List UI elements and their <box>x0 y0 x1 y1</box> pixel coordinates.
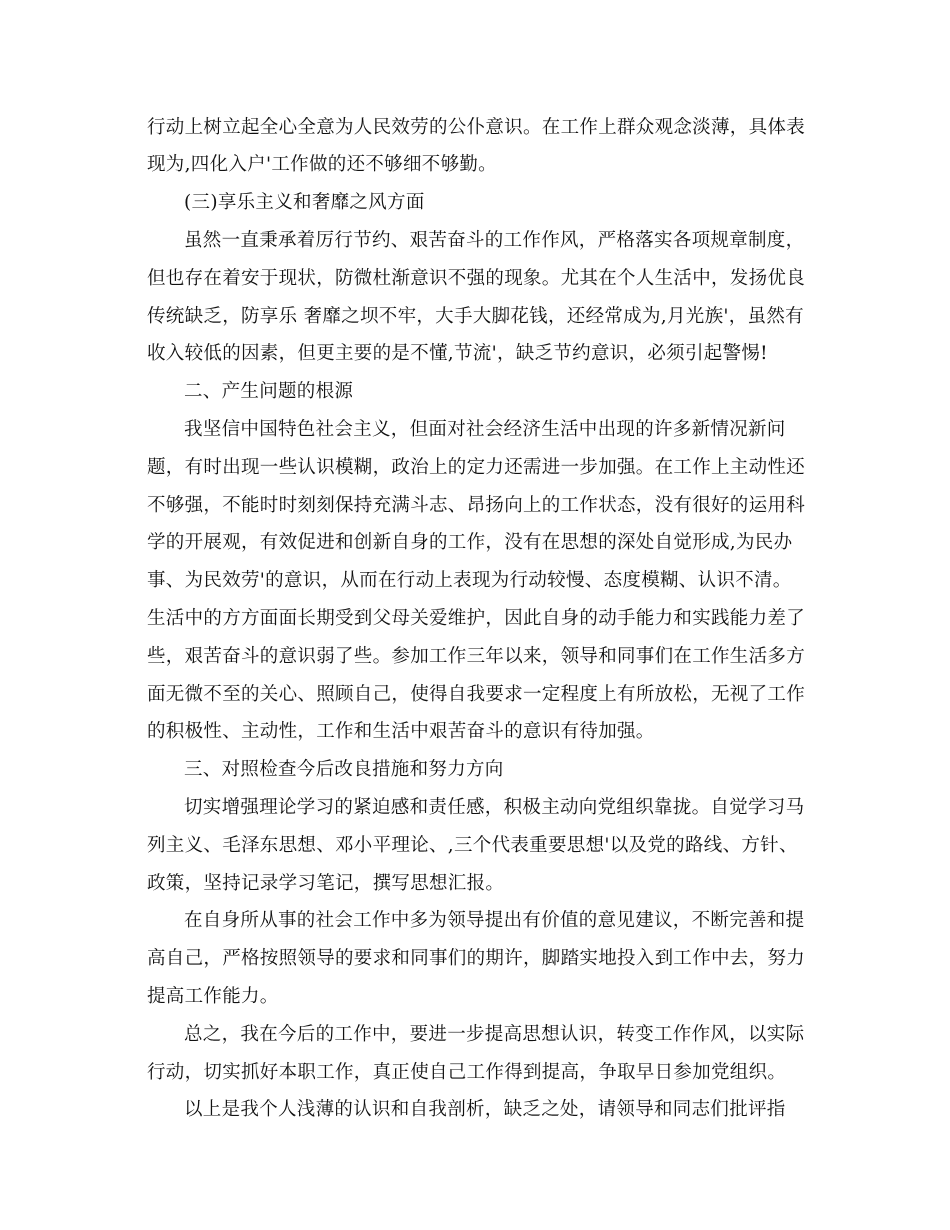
section-heading: (三)享乐主义和奢靡之风方面 <box>184 192 425 213</box>
text-line: 虽然一直秉承着厉行节约、艰苦奋斗的工作作风，严格落实各项规章制度， <box>184 230 805 251</box>
text-line: 行动上树立起全心全意为人民效劳的公仆意识。在工作上群众观念淡薄，具体表 <box>147 117 806 138</box>
text-line: 面无微不至的关心、照顾自己，使得自我要求一定程度上有所放松，无视了工作 <box>147 684 806 705</box>
text-line: 切实增强理论学习的紧迫感和责任感，积极主动向党组织靠拢。自觉学习马 <box>184 797 805 818</box>
text-line: 现为,四化入户'工作做的还不够细不够勤。 <box>147 154 497 175</box>
text-line: 学的开展观，有效促进和创新自身的工作，没有在思想的深处自觉形成,为民办 <box>147 532 793 553</box>
text-line: 不够强，不能时时刻刻保持充满斗志、昂扬向上的工作状态，没有很好的运用科 <box>147 495 806 516</box>
text-line: 但也存在着安于现状，防微杜渐意识不强的现象。尤其在个人生活中，发扬优良 <box>147 268 806 289</box>
text-line: 传统缺乏，防享乐 奢靡之坝不牢，大手大脚花钱，还经常成为,月光族'，虽然有 <box>147 306 804 327</box>
text-line: 我坚信中国特色社会主义，但面对社会经济生活中出现的许多新情况新问 <box>184 419 786 440</box>
text-line: 提高工作能力。 <box>147 986 279 1007</box>
text-line: 题，有时出现一些认识模糊，政治上的定力还需进一步加强。在工作上主动性还 <box>147 457 806 478</box>
text-line: 在自身所从事的社会工作中多为领导提出有价值的意见建议，不断完善和提 <box>184 910 805 931</box>
text-line: 列主义、毛泽东思想、邓小平理论、,三个代表重要思想'以及党的路线、方针、 <box>147 835 798 856</box>
section-heading: 二、产生问题的根源 <box>184 381 354 402</box>
text-line: 收入较低的因素，但更主要的是不懂,节流'，缺乏节约意识，必须引起警惕! <box>147 343 768 364</box>
section-heading: 三、对照检查今后改良措施和努力方向 <box>184 759 504 780</box>
text-line: 事、为民效劳'的意识，从而在行动上表现为行动较慢、态度模糊、认识不清。 <box>147 570 792 591</box>
text-line: 的积极性、主动性，工作和生活中艰苦奋斗的意识有待加强。 <box>147 721 655 742</box>
text-line: 些，艰苦奋斗的意识弱了些。参加工作三年以来，领导和同事们在工作生活多方 <box>147 646 806 667</box>
text-line: 高自己，严格按照领导的要求和同事们的期许，脚踏实地投入到工作中去，努力 <box>147 948 806 969</box>
text-line: 以上是我个人浅薄的认识和自我剖析，缺乏之处，请领导和同志们批评指 <box>184 1099 786 1120</box>
text-line: 总之，我在今后的工作中，要进一步提高思想认识，转变工作作风，以实际 <box>184 1024 805 1045</box>
text-line: 生活中的方方面面长期受到父母关爱维护，因此自身的动手能力和实践能力差了 <box>147 608 806 629</box>
text-line: 政策，坚持记录学习笔记，撰写思想汇报。 <box>147 873 505 894</box>
text-line: 行动，切实抓好本职工作，真正使自己工作得到提高，争取早日参加党组织。 <box>147 1062 787 1083</box>
